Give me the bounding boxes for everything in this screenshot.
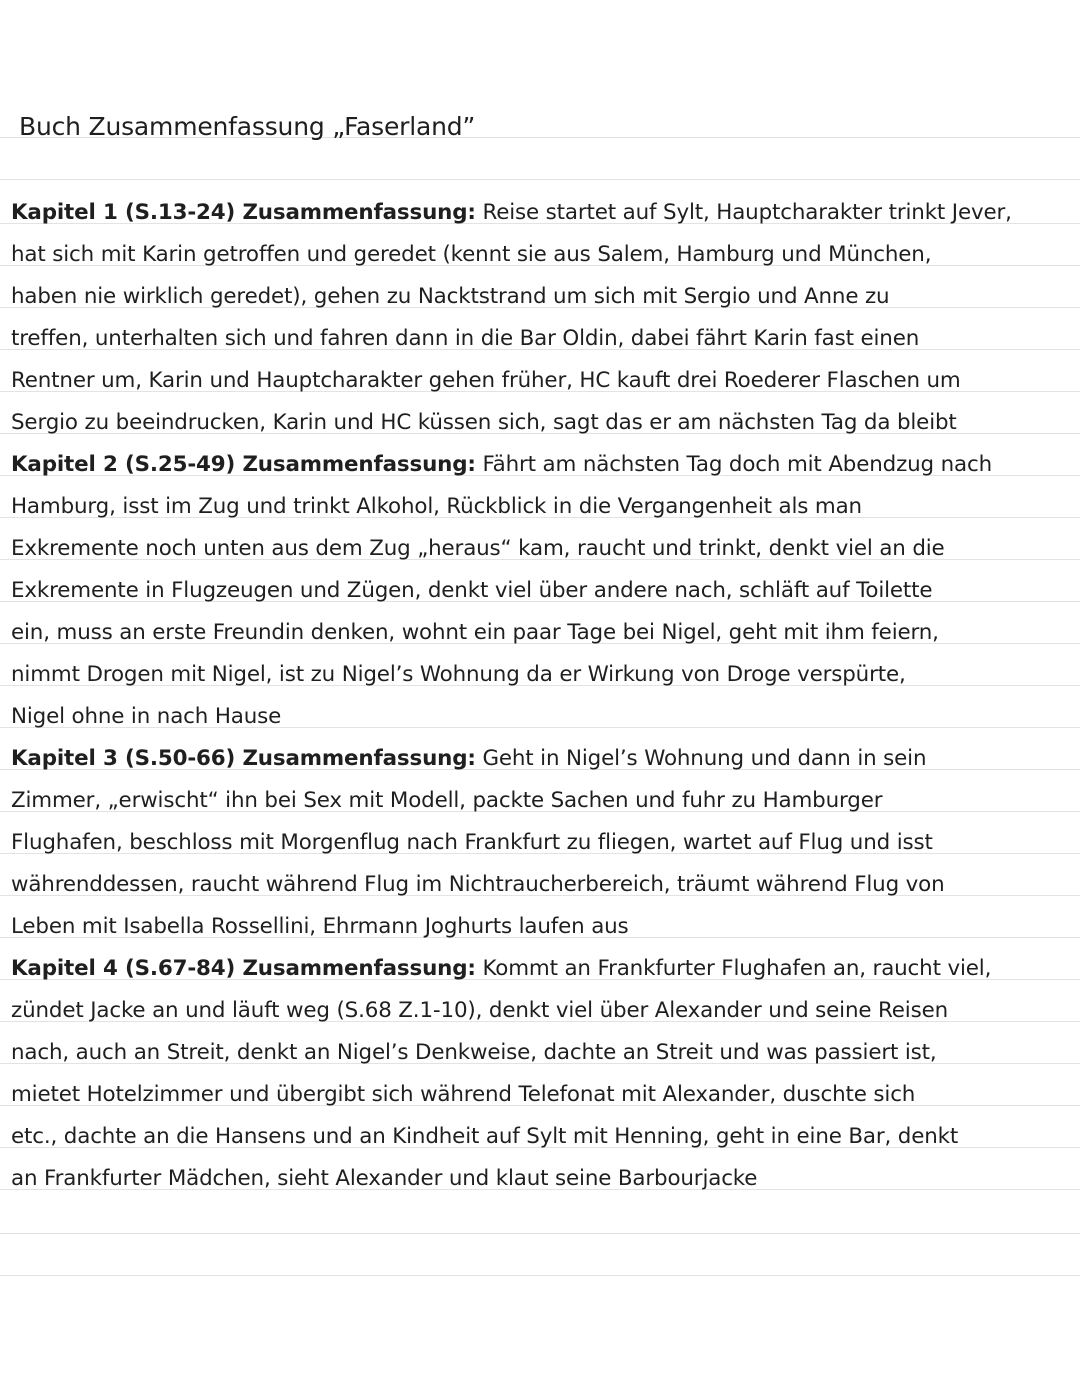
text-line: Exkremente noch unten aus dem Zug „heraus“ kam, raucht und trinkt, denkt viel an die bbox=[11, 536, 945, 561]
chapter-heading: Kapitel 1 (S.13-24) Zusammenfassung: bbox=[11, 200, 476, 225]
chapter-text: Fährt am nächsten Tag doch mit Abendzug nach bbox=[475, 452, 993, 477]
text-line: ein, muss an erste Freundin denken, wohnt ein paar Tage bei Nigel, geht mit ihm feiern, bbox=[11, 620, 939, 645]
text-line: etc., dachte an die Hansens und an Kindheit auf Sylt mit Henning, geht in eine Bar, denkt bbox=[11, 1124, 959, 1149]
text-line: hat sich mit Karin getroffen und geredet (kennt sie aus Salem, Hamburg und München, bbox=[11, 242, 932, 267]
text-line: währenddessen, raucht während Flug im Nichtraucherbereich, träumt während Flug von bbox=[11, 872, 945, 897]
chapter-heading: Kapitel 3 (S.50-66) Zusammenfassung: bbox=[11, 746, 476, 771]
chapter-1 bbox=[11, 192, 1077, 444]
chapter-4 bbox=[11, 948, 1077, 1200]
text-line bbox=[11, 738, 1077, 780]
chapter-text: Reise startet auf Sylt, Hauptcharakter trinkt Jever, bbox=[475, 200, 1012, 225]
text-line: an Frankfurter Mädchen, sieht Alexander und klaut seine Barbourjacke bbox=[11, 1166, 758, 1191]
text-line bbox=[11, 444, 1077, 486]
text-line: Sergio zu beeindrucken, Karin und HC küssen sich, sagt das er am nächsten Tag da bleibt bbox=[11, 410, 957, 435]
text-line: zündet Jacke an und läuft weg (S.68 Z.1-10), denkt viel über Alexander und seine Reisen bbox=[11, 998, 949, 1023]
text-line: Rentner um, Karin und Hauptcharakter gehen früher, HC kauft drei Roederer Flaschen um bbox=[11, 368, 961, 393]
document-body bbox=[11, 192, 1077, 1200]
text-line: nimmt Drogen mit Nigel, ist zu Nigel’s Wohnung da er Wirkung von Droge verspürte, bbox=[11, 662, 906, 687]
chapter-text: Kommt an Frankfurter Flughafen an, raucht viel, bbox=[475, 956, 992, 981]
chapter-3 bbox=[11, 738, 1077, 948]
text-line: Nigel ohne in nach Hause bbox=[11, 704, 282, 729]
text-line: Leben mit Isabella Rossellini, Ehrmann Joghurts laufen aus bbox=[11, 914, 629, 939]
text-line: Zimmer, „erwischt“ ihn bei Sex mit Modell, packte Sachen und fuhr zu Hamburger bbox=[11, 788, 883, 813]
chapter-text: Geht in Nigel’s Wohnung und dann in sein bbox=[475, 746, 927, 771]
text-line: nach, auch an Streit, denkt an Nigel’s Denkweise, dachte an Streit und was passiert ist, bbox=[11, 1040, 937, 1065]
text-line bbox=[11, 948, 1077, 990]
chapter-heading: Kapitel 2 (S.25-49) Zusammenfassung: bbox=[11, 452, 476, 477]
text-line: Hamburg, isst im Zug und trinkt Alkohol, Rückblick in die Vergangenheit als man bbox=[11, 494, 862, 519]
chapter-heading: Kapitel 4 (S.67-84) Zusammenfassung: bbox=[11, 956, 476, 981]
ruled-line bbox=[0, 179, 1080, 180]
ruled-line bbox=[0, 1233, 1080, 1234]
text-line: haben nie wirklich geredet), gehen zu Nacktstrand um sich mit Sergio und Anne zu bbox=[11, 284, 890, 309]
text-line: mietet Hotelzimmer und übergibt sich während Telefonat mit Alexander, duschte sich bbox=[11, 1082, 916, 1107]
text-line bbox=[11, 192, 1077, 234]
ruled-line bbox=[0, 1275, 1080, 1276]
document-title: Buch Zusammenfassung „Faserland” bbox=[19, 112, 476, 141]
text-line: treffen, unterhalten sich und fahren dann in die Bar Oldin, dabei fährt Karin fast einen bbox=[11, 326, 920, 351]
text-line: Exkremente in Flugzeugen und Zügen, denkt viel über andere nach, schläft auf Toilette bbox=[11, 578, 933, 603]
text-line: Flughafen, beschloss mit Morgenflug nach Frankfurt zu fliegen, wartet auf Flug und isst bbox=[11, 830, 933, 855]
chapter-2 bbox=[11, 444, 1077, 738]
